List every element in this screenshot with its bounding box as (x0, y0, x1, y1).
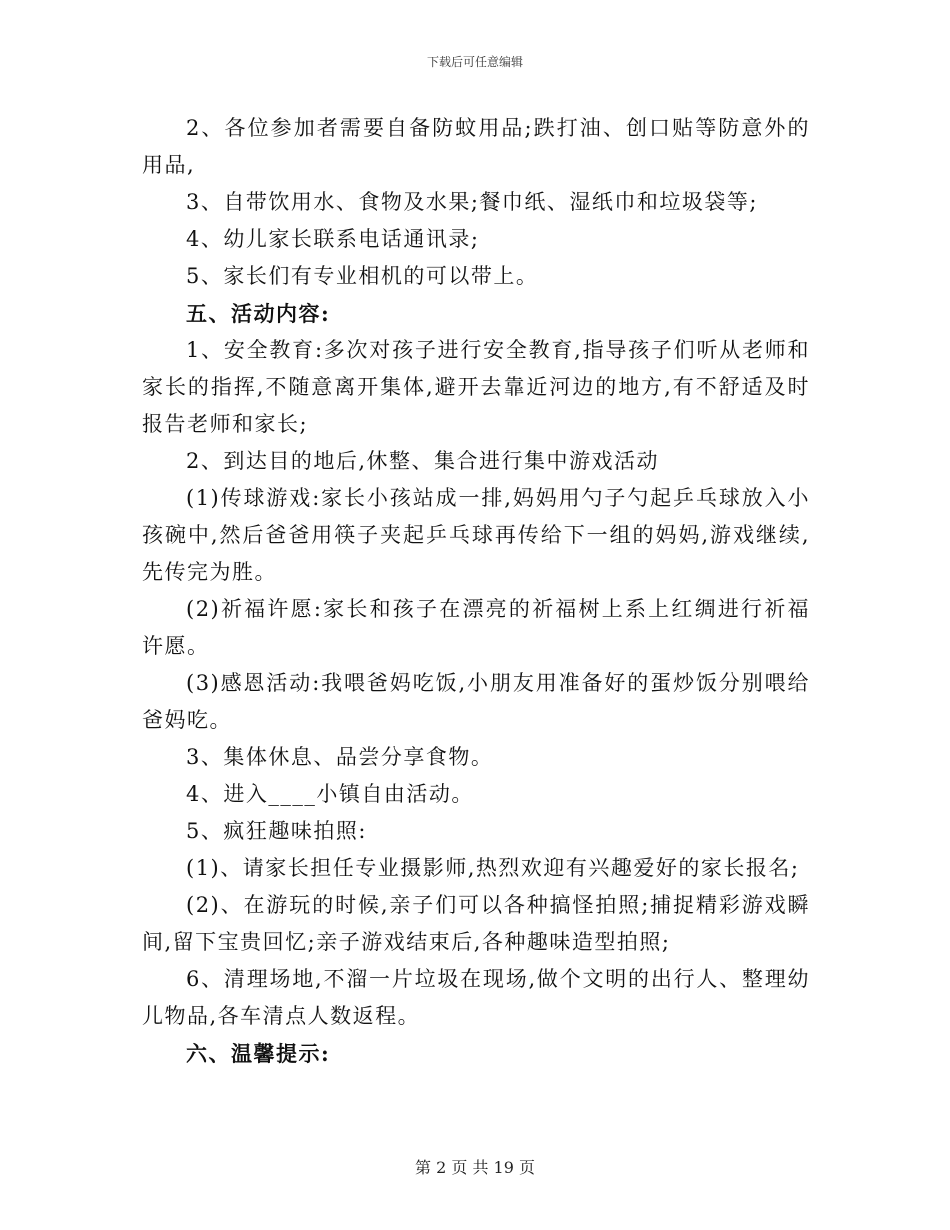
header-note: 下载后可任意编辑 (426, 55, 523, 69)
paragraph: 5、家长们有专业相机的可以带上。 (186, 264, 539, 288)
section-heading: 六、温馨提示: (186, 1041, 331, 1066)
paragraph: (2)祈福许愿:家长和孩子在漂亮的祈福树上系上红绸进行祈福许愿。 (142, 597, 810, 658)
paragraph: 2、到达目的地后,休整、集合进行集中游戏活动 (186, 449, 660, 473)
document-body (142, 110, 810, 1072)
page-number: 第 2 页 共 19 页 (415, 1158, 535, 1177)
paragraph: 3、自带饮用水、食物及水果;餐巾纸、湿纸巾和垃圾袋等; (186, 190, 759, 214)
paragraph: 1、安全教育:多次对孩子进行安全教育,指导孩子们听从老师和家长的指挥,不随意离开集体,避开去靠近河边的地方,有不舒适及时报告老师和家长; (142, 338, 810, 436)
paragraph: (1)、请家长担任专业摄影师,热烈欢迎有兴趣爱好的家长报名; (186, 856, 800, 880)
paragraph: 3、集体休息、品尝分享食物。 (186, 745, 494, 769)
paragraph: 5、疯狂趣味拍照: (186, 819, 367, 843)
paragraph: (3)感恩活动:我喂爸妈吃饭,小朋友用准备好的蛋炒饭分别喂给爸妈吃。 (142, 671, 810, 732)
section-heading: 五、活动内容: (186, 301, 331, 326)
paragraph: 4、幼儿家长联系电话通讯录; (186, 227, 480, 251)
paragraph: 2、各位参加者需要自备防蚊用品;跌打油、创口贴等防意外的用品, (142, 116, 810, 177)
paragraph: 4、进入____小镇自由活动。 (186, 782, 474, 806)
paragraph: 6、清理场地,不溜一片垃圾在现场,做个文明的出行人、整理幼儿物品,各车清点人数返程。 (142, 967, 810, 1028)
paragraph: (2)、在游玩的时候,亲子们可以各种搞怪拍照;捕捉精彩游戏瞬间,留下宝贵回忆;亲子游戏结束后,各种趣味造型拍照; (142, 893, 810, 954)
paragraph: (1)传球游戏:家长小孩站成一排,妈妈用勺子勺起乒乓球放入小孩碗中,然后爸爸用筷子夹起乒乓球再传给下一组的妈妈,游戏继续,先传完为胜。 (142, 486, 810, 584)
